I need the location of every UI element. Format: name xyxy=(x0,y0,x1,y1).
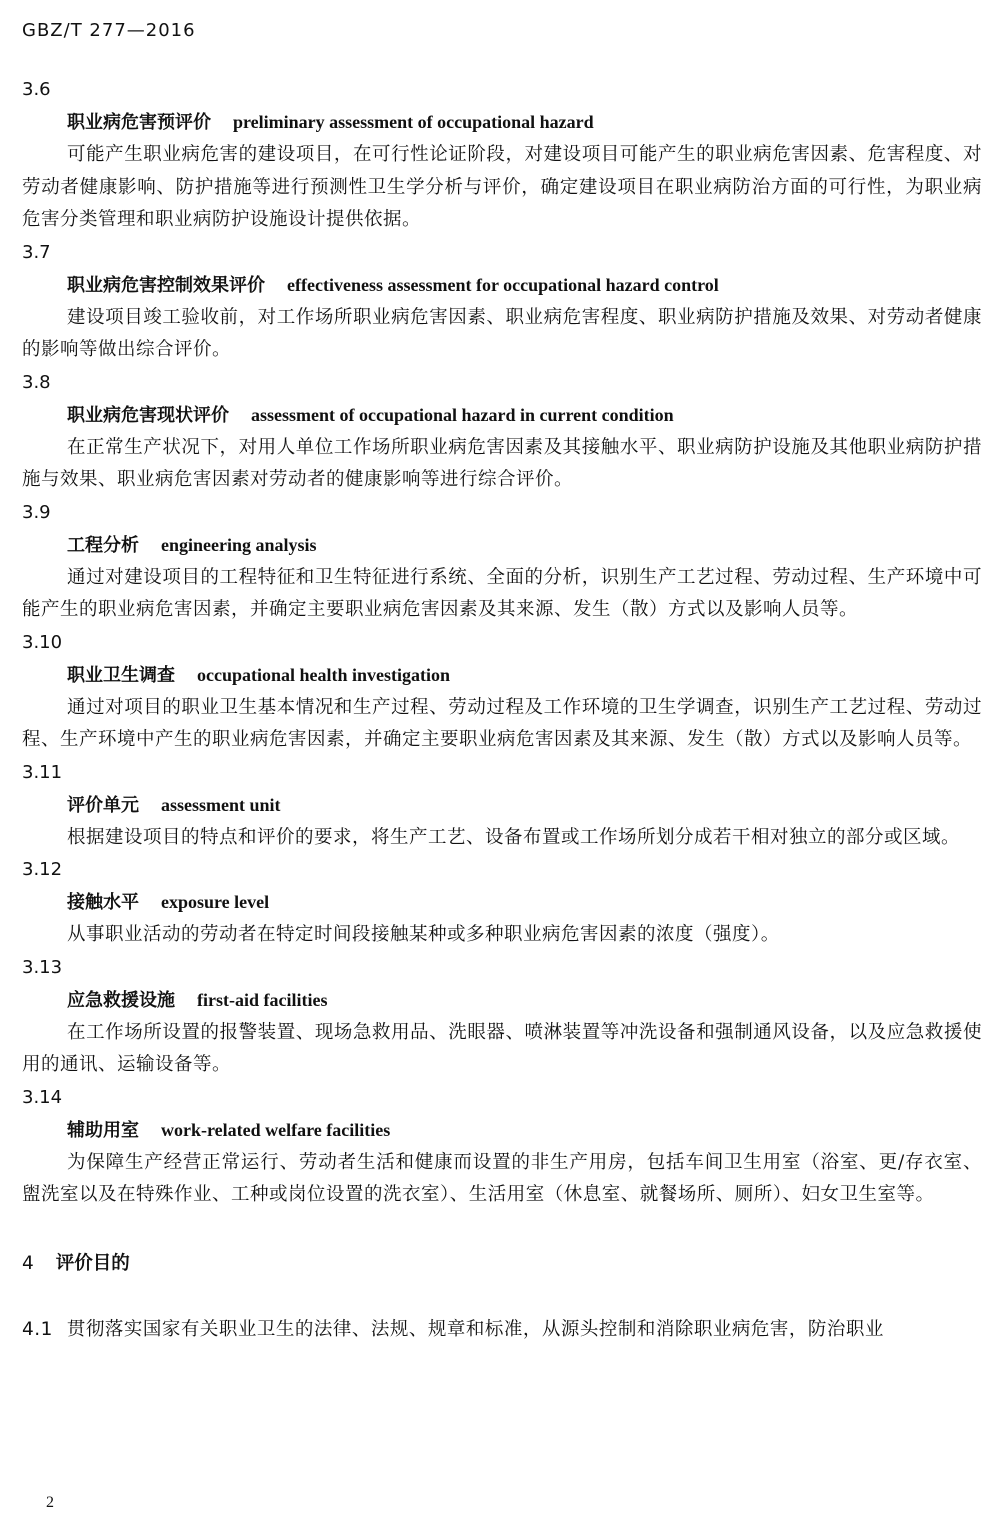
entry-term xyxy=(22,984,982,1017)
term-english: preliminary assessment of occupational hazard xyxy=(233,112,594,132)
entry-definition: 根据建设项目的特点和评价的要求，将生产工艺、设备布置或工作场所划分成若干相对独立的部分或区域。 xyxy=(67,826,961,848)
entry-number: 3.12 xyxy=(22,859,63,880)
term-english: assessment unit xyxy=(161,794,281,815)
term-chinese: 辅助用室 xyxy=(67,1119,139,1141)
term-chinese: 评价单元 xyxy=(67,794,139,816)
entry-number: 3.14 xyxy=(22,1086,63,1108)
page-header-standard-code: GBZ/T 277—2016 xyxy=(22,20,196,41)
document-body xyxy=(22,74,982,1346)
term-chinese: 应急救援设施 xyxy=(67,989,175,1011)
entry-definition: 建设项目竣工验收前，对工作场所职业病危害因素、职业病危害程度、职业病防护措施及效果、对劳动者健康的影响等做出综合评价。 xyxy=(22,306,982,360)
entry-term xyxy=(22,1114,982,1147)
term-chinese: 职业卫生调查 xyxy=(67,664,175,686)
entry-term xyxy=(22,269,982,302)
entry-definition: 在正常生产状况下，对用人单位工作场所职业病危害因素及其接触水平、职业病防护设施及其他职业病防护措施与效果、职业病危害因素对劳动者的健康影响等进行综合评价。 xyxy=(22,436,982,490)
section-number: 4 xyxy=(22,1252,34,1274)
entry-definition: 可能产生职业病危害的建设项目，在可行性论证阶段，对建设项目可能产生的职业病危害因素、危害程度、对劳动者健康影响、防护措施等进行预测性卫生学分析与评价，确定建设项目在职业病防治方面的可行性，为职业病危害分类管理和职业病防护设施设计提供依据。 xyxy=(22,144,982,230)
entry-definition: 通过对建设项目的工程特征和卫生特征进行系统、全面的分析，识别生产工艺过程、劳动过程、生产环境中可能产生的职业病危害因素，并确定主要职业病危害因素及其来源、发生（散）方式以及影响人员等。 xyxy=(22,566,982,620)
term-entry xyxy=(22,854,982,952)
term-entry xyxy=(22,367,982,497)
term-entry xyxy=(22,497,982,627)
term-entry xyxy=(22,952,982,1082)
term-english: assessment of occupational hazard in current condition xyxy=(251,404,674,425)
term-english: engineering analysis xyxy=(161,534,317,555)
term-entry xyxy=(22,237,982,367)
entry-number: 3.10 xyxy=(22,631,63,653)
section-title: 评价目的 xyxy=(55,1252,130,1274)
clause-paragraph xyxy=(22,1314,982,1346)
term-entry xyxy=(22,757,982,855)
term-entry xyxy=(22,74,982,237)
term-english: effectiveness assessment for occupational hazard control xyxy=(287,274,719,295)
term-english: first-aid facilities xyxy=(197,989,328,1010)
clause-number: 4.1 xyxy=(22,1318,53,1340)
entry-term xyxy=(22,886,982,919)
term-chinese: 接触水平 xyxy=(67,892,139,913)
entry-term xyxy=(22,399,982,432)
entry-number: 3.9 xyxy=(22,501,51,523)
term-entry xyxy=(22,627,982,757)
term-english: occupational health investigation xyxy=(197,664,451,685)
entry-number: 3.7 xyxy=(22,241,51,263)
entry-number: 3.11 xyxy=(22,761,63,783)
term-english: work-related welfare facilities xyxy=(161,1119,391,1140)
entry-number: 3.8 xyxy=(22,371,51,393)
term-chinese: 职业病危害预评价 xyxy=(67,112,211,133)
clause-text: 贯彻落实国家有关职业卫生的法律、法规、规章和标准，从源头控制和消除职业病危害，防治职业 xyxy=(66,1318,884,1340)
entry-term xyxy=(22,789,982,822)
term-english: exposure level xyxy=(161,892,270,912)
entry-number: 3.6 xyxy=(22,79,51,100)
term-chinese: 工程分析 xyxy=(67,534,139,556)
entry-number: 3.13 xyxy=(22,956,63,978)
entry-definition: 通过对项目的职业卫生基本情况和生产过程、劳动过程及工作环境的卫生学调查，识别生产工艺过程、劳动过程、生产环境中产生的职业病危害因素，并确定主要职业病危害因素及其来源、发生（散）方式以及影响人员等。 xyxy=(22,696,982,750)
page-number: 2 xyxy=(46,1494,54,1511)
section-heading xyxy=(22,1248,982,1280)
entry-definition: 为保障生产经营正常运行、劳动者生活和健康而设置的非生产用房，包括车间卫生用室（浴室、更/存衣室、盥洗室以及在特殊作业、工种或岗位设置的洗衣室）、生活用室（休息室、就餐场所、厕所）、妇女卫生室等。 xyxy=(22,1151,982,1205)
entry-term xyxy=(22,106,982,139)
entry-definition: 从事职业活动的劳动者在特定时间段接触某种或多种职业病危害因素的浓度（强度）。 xyxy=(67,924,780,945)
entry-definition: 在工作场所设置的报警装置、现场急救用品、洗眼器、喷淋装置等冲洗设备和强制通风设备，以及应急救援使用的通讯、运输设备等。 xyxy=(22,1021,982,1075)
term-entry xyxy=(22,1082,982,1212)
entry-term xyxy=(22,659,982,692)
term-chinese: 职业病危害现状评价 xyxy=(67,404,229,426)
entry-term xyxy=(22,529,982,562)
term-chinese: 职业病危害控制效果评价 xyxy=(67,274,265,296)
